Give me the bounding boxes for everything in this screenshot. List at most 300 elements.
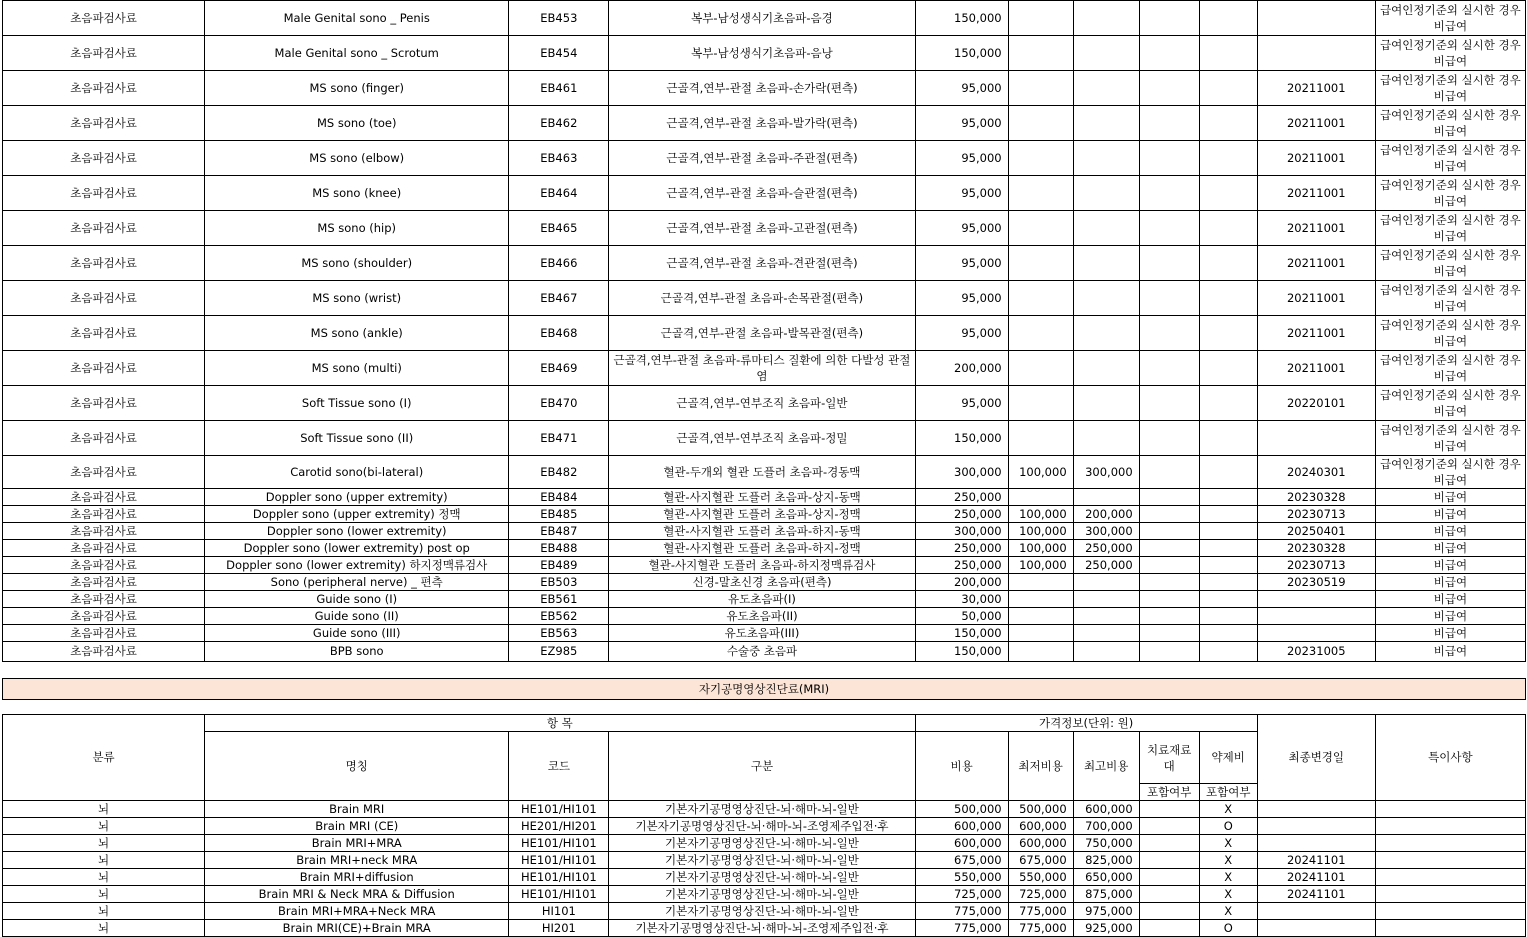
cell-drug: O	[1199, 920, 1257, 937]
cell-drug	[1199, 625, 1257, 642]
table-row	[3, 211, 1526, 246]
table-row	[3, 869, 1526, 886]
cell-note	[1375, 852, 1525, 869]
cell-note: 급여인정기준외 실시한 경우 비급여	[1375, 386, 1525, 421]
cell-code: EB489	[509, 557, 609, 574]
cell-min	[1008, 281, 1073, 316]
cell-code: EB482	[509, 456, 609, 489]
cell-name: Brain MRI+MRA	[205, 835, 509, 852]
cell-cat: 초음파검사료	[3, 642, 205, 662]
cell-cat: 초음파검사료	[3, 1, 205, 36]
cell-note	[1375, 903, 1525, 920]
cell-price: 250,000	[915, 506, 1008, 523]
cell-date	[1257, 1, 1375, 36]
cell-drug	[1199, 1, 1257, 36]
cell-drug: X	[1199, 801, 1257, 818]
cell-mat	[1139, 211, 1199, 246]
cell-mat	[1139, 540, 1199, 557]
cell-max: 300,000	[1073, 523, 1139, 540]
cell-price: 250,000	[915, 489, 1008, 506]
cell-date: 20211001	[1257, 106, 1375, 141]
cell-date: 20231005	[1257, 642, 1375, 662]
cell-code: EB485	[509, 506, 609, 523]
cell-drug	[1199, 71, 1257, 106]
header-drug-include: 포함여부	[1199, 784, 1257, 801]
cell-drug	[1199, 316, 1257, 351]
cell-name: Brain MRI(CE)+Brain MRA	[205, 920, 509, 937]
cell-name: MS sono (finger)	[205, 71, 509, 106]
cell-cat: 초음파검사료	[3, 316, 205, 351]
cell-note: 비급여	[1375, 506, 1525, 523]
cell-cat: 초음파검사료	[3, 36, 205, 71]
cell-drug	[1199, 386, 1257, 421]
cell-note	[1375, 886, 1525, 903]
cell-name: Doppler sono (upper extremity)	[205, 489, 509, 506]
header-max: 최고비용	[1073, 732, 1139, 801]
cell-max: 825,000	[1073, 852, 1139, 869]
table-row	[3, 886, 1526, 903]
cell-mat	[1139, 642, 1199, 662]
cell-max	[1073, 71, 1139, 106]
cell-desc: 기본자기공명영상진단-뇌·해마-뇌-일반	[609, 903, 915, 920]
cell-cat: 초음파검사료	[3, 625, 205, 642]
cell-desc: 근골격,연부-관절 초음파-손가락(편측)	[609, 71, 915, 106]
cell-name: MS sono (toe)	[205, 106, 509, 141]
mri-section	[3, 662, 1526, 801]
cell-drug	[1199, 211, 1257, 246]
cell-desc: 유도초음파(III)	[609, 625, 915, 642]
cell-drug	[1199, 351, 1257, 386]
table-row	[3, 71, 1526, 106]
cell-code: HE101/HI101	[509, 852, 609, 869]
cell-mat	[1139, 351, 1199, 386]
header-price: 비용	[915, 732, 1008, 801]
cell-desc: 근골격,연부-관절 초음파-고관절(편측)	[609, 211, 915, 246]
table-row	[3, 625, 1526, 642]
cell-date: 20211001	[1257, 211, 1375, 246]
cell-mat	[1139, 920, 1199, 937]
blank-row	[3, 662, 1526, 679]
cell-desc: 유도초음파(II)	[609, 608, 915, 625]
cell-drug	[1199, 608, 1257, 625]
cell-drug	[1199, 557, 1257, 574]
cell-drug	[1199, 106, 1257, 141]
cell-code: HI201	[509, 920, 609, 937]
cell-name: Brain MRI	[205, 801, 509, 818]
cell-code: EB453	[509, 1, 609, 36]
cell-min	[1008, 1, 1073, 36]
cell-code: EB467	[509, 281, 609, 316]
cell-desc: 근골격,연부-관절 초음파-주관절(편측)	[609, 141, 915, 176]
cell-min	[1008, 489, 1073, 506]
cell-date	[1257, 835, 1375, 852]
cell-price: 675,000	[915, 852, 1008, 869]
cell-max	[1073, 176, 1139, 211]
cell-mat	[1139, 903, 1199, 920]
cell-price: 150,000	[915, 642, 1008, 662]
cell-cat: 초음파검사료	[3, 489, 205, 506]
table-row	[3, 818, 1526, 835]
price-table	[2, 0, 1526, 937]
cell-date: 20240301	[1257, 456, 1375, 489]
cell-min	[1008, 71, 1073, 106]
cell-desc: 기본자기공명영상진단-뇌·해마-뇌-일반	[609, 801, 915, 818]
cell-min: 550,000	[1008, 869, 1073, 886]
cell-min	[1008, 608, 1073, 625]
header-note: 특이사항	[1375, 715, 1525, 801]
cell-price: 95,000	[915, 386, 1008, 421]
cell-code: EB469	[509, 351, 609, 386]
cell-max	[1073, 386, 1139, 421]
cell-desc: 기본자기공명영상진단-뇌·해마-뇌-일반	[609, 852, 915, 869]
cell-min	[1008, 316, 1073, 351]
cell-price: 250,000	[915, 557, 1008, 574]
cell-code: EB561	[509, 591, 609, 608]
cell-min	[1008, 351, 1073, 386]
cell-code: EB487	[509, 523, 609, 540]
cell-mat	[1139, 176, 1199, 211]
header-desc: 구분	[609, 732, 915, 801]
cell-mat	[1139, 106, 1199, 141]
cell-name: MS sono (shoulder)	[205, 246, 509, 281]
cell-name: Brain MRI (CE)	[205, 818, 509, 835]
cell-drug: X	[1199, 869, 1257, 886]
cell-cat: 뇌	[3, 852, 205, 869]
cell-note: 비급여	[1375, 574, 1525, 591]
cell-note: 비급여	[1375, 540, 1525, 557]
cell-date: 20211001	[1257, 71, 1375, 106]
cell-desc: 신경-말초신경 초음파(편측)	[609, 574, 915, 591]
cell-max: 250,000	[1073, 557, 1139, 574]
cell-date: 20230713	[1257, 557, 1375, 574]
cell-note: 급여인정기준외 실시한 경우 비급여	[1375, 71, 1525, 106]
ultrasound-rows	[3, 1, 1526, 662]
cell-date	[1257, 903, 1375, 920]
cell-drug	[1199, 642, 1257, 662]
cell-mat	[1139, 835, 1199, 852]
cell-mat	[1139, 71, 1199, 106]
cell-mat	[1139, 557, 1199, 574]
cell-desc: 혈관-사지혈관 도플러 초음파-하지-정맥	[609, 540, 915, 557]
table-row	[3, 903, 1526, 920]
cell-date	[1257, 421, 1375, 456]
cell-cat: 뇌	[3, 801, 205, 818]
cell-code: EB466	[509, 246, 609, 281]
cell-price: 95,000	[915, 71, 1008, 106]
cell-note: 급여인정기준외 실시한 경우 비급여	[1375, 176, 1525, 211]
cell-min	[1008, 625, 1073, 642]
cell-max	[1073, 36, 1139, 71]
table-row	[3, 456, 1526, 489]
table-row	[3, 591, 1526, 608]
header-min: 최저비용	[1008, 732, 1073, 801]
cell-desc: 기본자기공명영상진단-뇌·해마-뇌-일반	[609, 835, 915, 852]
cell-mat	[1139, 869, 1199, 886]
cell-code: EB465	[509, 211, 609, 246]
cell-min	[1008, 642, 1073, 662]
cell-date	[1257, 608, 1375, 625]
cell-price: 95,000	[915, 141, 1008, 176]
cell-code: EB503	[509, 574, 609, 591]
cell-mat	[1139, 456, 1199, 489]
cell-desc: 근골격,연부-관절 초음파-슬관절(편측)	[609, 176, 915, 211]
cell-price: 200,000	[915, 574, 1008, 591]
cell-price: 150,000	[915, 625, 1008, 642]
table-row	[3, 852, 1526, 869]
cell-name: Doppler sono (lower extremity) 하지정맥류검사	[205, 557, 509, 574]
cell-drug: X	[1199, 886, 1257, 903]
cell-desc: 근골격,연부-관절 초음파-손목관절(편측)	[609, 281, 915, 316]
cell-min: 100,000	[1008, 506, 1073, 523]
cell-min: 600,000	[1008, 818, 1073, 835]
cell-desc: 근골격,연부-관절 초음파-류마티스 질환에 의한 다발성 관절염	[609, 351, 915, 386]
cell-mat	[1139, 281, 1199, 316]
table-row	[3, 489, 1526, 506]
cell-max: 975,000	[1073, 903, 1139, 920]
cell-cat: 초음파검사료	[3, 591, 205, 608]
cell-max: 875,000	[1073, 886, 1139, 903]
cell-cat: 뇌	[3, 835, 205, 852]
cell-note	[1375, 835, 1525, 852]
cell-price: 30,000	[915, 591, 1008, 608]
cell-name: MS sono (wrist)	[205, 281, 509, 316]
table-row	[3, 36, 1526, 71]
cell-min	[1008, 36, 1073, 71]
cell-price: 150,000	[915, 1, 1008, 36]
cell-cat: 초음파검사료	[3, 421, 205, 456]
cell-cat: 초음파검사료	[3, 608, 205, 625]
cell-date: 20230328	[1257, 489, 1375, 506]
cell-cat: 초음파검사료	[3, 351, 205, 386]
cell-code: HE101/HI101	[509, 801, 609, 818]
cell-date	[1257, 801, 1375, 818]
cell-mat	[1139, 489, 1199, 506]
cell-date: 20230519	[1257, 574, 1375, 591]
cell-price: 300,000	[915, 456, 1008, 489]
cell-date	[1257, 36, 1375, 71]
cell-note: 급여인정기준외 실시한 경우 비급여	[1375, 1, 1525, 36]
cell-cat: 초음파검사료	[3, 211, 205, 246]
cell-name: Carotid sono(bi-lateral)	[205, 456, 509, 489]
cell-mat	[1139, 141, 1199, 176]
cell-max: 700,000	[1073, 818, 1139, 835]
cell-price: 95,000	[915, 106, 1008, 141]
cell-note: 급여인정기준외 실시한 경우 비급여	[1375, 246, 1525, 281]
cell-name: MS sono (knee)	[205, 176, 509, 211]
cell-price: 95,000	[915, 211, 1008, 246]
cell-min: 100,000	[1008, 540, 1073, 557]
cell-max: 250,000	[1073, 540, 1139, 557]
table-row	[3, 421, 1526, 456]
cell-code: HE101/HI101	[509, 835, 609, 852]
cell-price: 95,000	[915, 246, 1008, 281]
cell-min: 725,000	[1008, 886, 1073, 903]
cell-date: 20241101	[1257, 869, 1375, 886]
cell-price: 550,000	[915, 869, 1008, 886]
cell-mat	[1139, 1, 1199, 36]
cell-note: 비급여	[1375, 523, 1525, 540]
cell-name: Male Genital sono _ Scrotum	[205, 36, 509, 71]
cell-cat: 초음파검사료	[3, 176, 205, 211]
cell-drug	[1199, 489, 1257, 506]
cell-cat: 초음파검사료	[3, 281, 205, 316]
cell-price: 725,000	[915, 886, 1008, 903]
table-row	[3, 557, 1526, 574]
cell-mat	[1139, 246, 1199, 281]
cell-note	[1375, 801, 1525, 818]
cell-min: 775,000	[1008, 903, 1073, 920]
cell-max	[1073, 489, 1139, 506]
cell-max	[1073, 106, 1139, 141]
cell-code: EB463	[509, 141, 609, 176]
cell-mat	[1139, 801, 1199, 818]
cell-note: 비급여	[1375, 642, 1525, 662]
cell-max	[1073, 642, 1139, 662]
cell-cat: 뇌	[3, 818, 205, 835]
cell-mat	[1139, 608, 1199, 625]
cell-name: BPB sono	[205, 642, 509, 662]
cell-drug: X	[1199, 903, 1257, 920]
cell-price: 95,000	[915, 316, 1008, 351]
cell-max	[1073, 281, 1139, 316]
cell-price: 95,000	[915, 281, 1008, 316]
cell-date: 20230713	[1257, 506, 1375, 523]
cell-price: 775,000	[915, 903, 1008, 920]
table-row	[3, 351, 1526, 386]
cell-date: 20211001	[1257, 176, 1375, 211]
cell-code: EZ985	[509, 642, 609, 662]
cell-note: 급여인정기준외 실시한 경우 비급여	[1375, 141, 1525, 176]
cell-drug	[1199, 506, 1257, 523]
cell-max: 600,000	[1073, 801, 1139, 818]
cell-max	[1073, 1, 1139, 36]
cell-drug	[1199, 246, 1257, 281]
cell-min	[1008, 574, 1073, 591]
cell-name: MS sono (elbow)	[205, 141, 509, 176]
cell-min	[1008, 386, 1073, 421]
cell-min: 500,000	[1008, 801, 1073, 818]
cell-min: 600,000	[1008, 835, 1073, 852]
cell-note: 급여인정기준외 실시한 경우 비급여	[1375, 421, 1525, 456]
cell-name: Doppler sono (upper extremity) 정맥	[205, 506, 509, 523]
cell-cat: 초음파검사료	[3, 506, 205, 523]
cell-drug	[1199, 36, 1257, 71]
cell-desc: 혈관-사지혈관 도플러 초음파-하지정맥류검사	[609, 557, 915, 574]
cell-max	[1073, 246, 1139, 281]
cell-cat: 초음파검사료	[3, 141, 205, 176]
cell-code: HI101	[509, 903, 609, 920]
cell-min: 100,000	[1008, 523, 1073, 540]
cell-name: Guide sono (I)	[205, 591, 509, 608]
cell-mat	[1139, 574, 1199, 591]
cell-code: EB563	[509, 625, 609, 642]
cell-max: 750,000	[1073, 835, 1139, 852]
cell-price: 500,000	[915, 801, 1008, 818]
cell-cat: 초음파검사료	[3, 540, 205, 557]
cell-mat	[1139, 316, 1199, 351]
table-row	[3, 506, 1526, 523]
cell-name: Doppler sono (lower extremity)	[205, 523, 509, 540]
cell-drug	[1199, 574, 1257, 591]
cell-note: 급여인정기준외 실시한 경우 비급여	[1375, 106, 1525, 141]
table-row	[3, 281, 1526, 316]
cell-desc: 근골격,연부-연부조직 초음파-일반	[609, 386, 915, 421]
cell-name: Brain MRI+neck MRA	[205, 852, 509, 869]
cell-name: Guide sono (II)	[205, 608, 509, 625]
cell-cat: 뇌	[3, 886, 205, 903]
cell-max	[1073, 421, 1139, 456]
cell-date: 20241101	[1257, 852, 1375, 869]
cell-desc: 유도초음파(I)	[609, 591, 915, 608]
cell-cat: 초음파검사료	[3, 106, 205, 141]
cell-date: 20211001	[1257, 141, 1375, 176]
header-category: 분류	[3, 715, 205, 801]
cell-date	[1257, 920, 1375, 937]
cell-date: 20220101	[1257, 386, 1375, 421]
cell-cat: 초음파검사료	[3, 574, 205, 591]
cell-date: 20211001	[1257, 351, 1375, 386]
cell-max	[1073, 211, 1139, 246]
cell-mat	[1139, 625, 1199, 642]
cell-desc: 기본자기공명영상진단-뇌·해마-뇌-조영제주입전·후	[609, 920, 915, 937]
cell-max	[1073, 625, 1139, 642]
cell-name: Brain MRI+MRA+Neck MRA	[205, 903, 509, 920]
cell-name: Soft Tissue sono (II)	[205, 421, 509, 456]
cell-note: 급여인정기준외 실시한 경우 비급여	[1375, 211, 1525, 246]
cell-min: 775,000	[1008, 920, 1073, 937]
cell-price: 150,000	[915, 36, 1008, 71]
cell-price: 150,000	[915, 421, 1008, 456]
cell-name: Soft Tissue sono (I)	[205, 386, 509, 421]
header-drug: 약제비	[1199, 732, 1257, 784]
cell-min	[1008, 246, 1073, 281]
table-row	[3, 106, 1526, 141]
cell-desc: 기본자기공명영상진단-뇌·해마-뇌-일반	[609, 869, 915, 886]
table-row	[3, 920, 1526, 937]
table-row	[3, 1, 1526, 36]
cell-cat: 초음파검사료	[3, 523, 205, 540]
cell-name: Brain MRI+diffusion	[205, 869, 509, 886]
cell-date	[1257, 818, 1375, 835]
table-row	[3, 246, 1526, 281]
cell-desc: 기본자기공명영상진단-뇌·해마-뇌-일반	[609, 886, 915, 903]
table-row	[3, 801, 1526, 818]
cell-code: EB461	[509, 71, 609, 106]
cell-price: 250,000	[915, 540, 1008, 557]
cell-mat	[1139, 36, 1199, 71]
cell-drug	[1199, 281, 1257, 316]
cell-date: 20211001	[1257, 281, 1375, 316]
cell-cat: 초음파검사료	[3, 456, 205, 489]
cell-price: 50,000	[915, 608, 1008, 625]
table-row	[3, 608, 1526, 625]
cell-note: 급여인정기준외 실시한 경우 비급여	[1375, 456, 1525, 489]
table-row	[3, 176, 1526, 211]
cell-code: EB468	[509, 316, 609, 351]
cell-drug	[1199, 591, 1257, 608]
cell-drug	[1199, 176, 1257, 211]
cell-code: EB488	[509, 540, 609, 557]
cell-code: HE101/HI101	[509, 886, 609, 903]
header-code: 코드	[509, 732, 609, 801]
cell-note: 급여인정기준외 실시한 경우 비급여	[1375, 351, 1525, 386]
cell-min	[1008, 591, 1073, 608]
cell-cat: 뇌	[3, 869, 205, 886]
cell-price: 300,000	[915, 523, 1008, 540]
cell-note	[1375, 818, 1525, 835]
cell-drug	[1199, 456, 1257, 489]
cell-min	[1008, 176, 1073, 211]
